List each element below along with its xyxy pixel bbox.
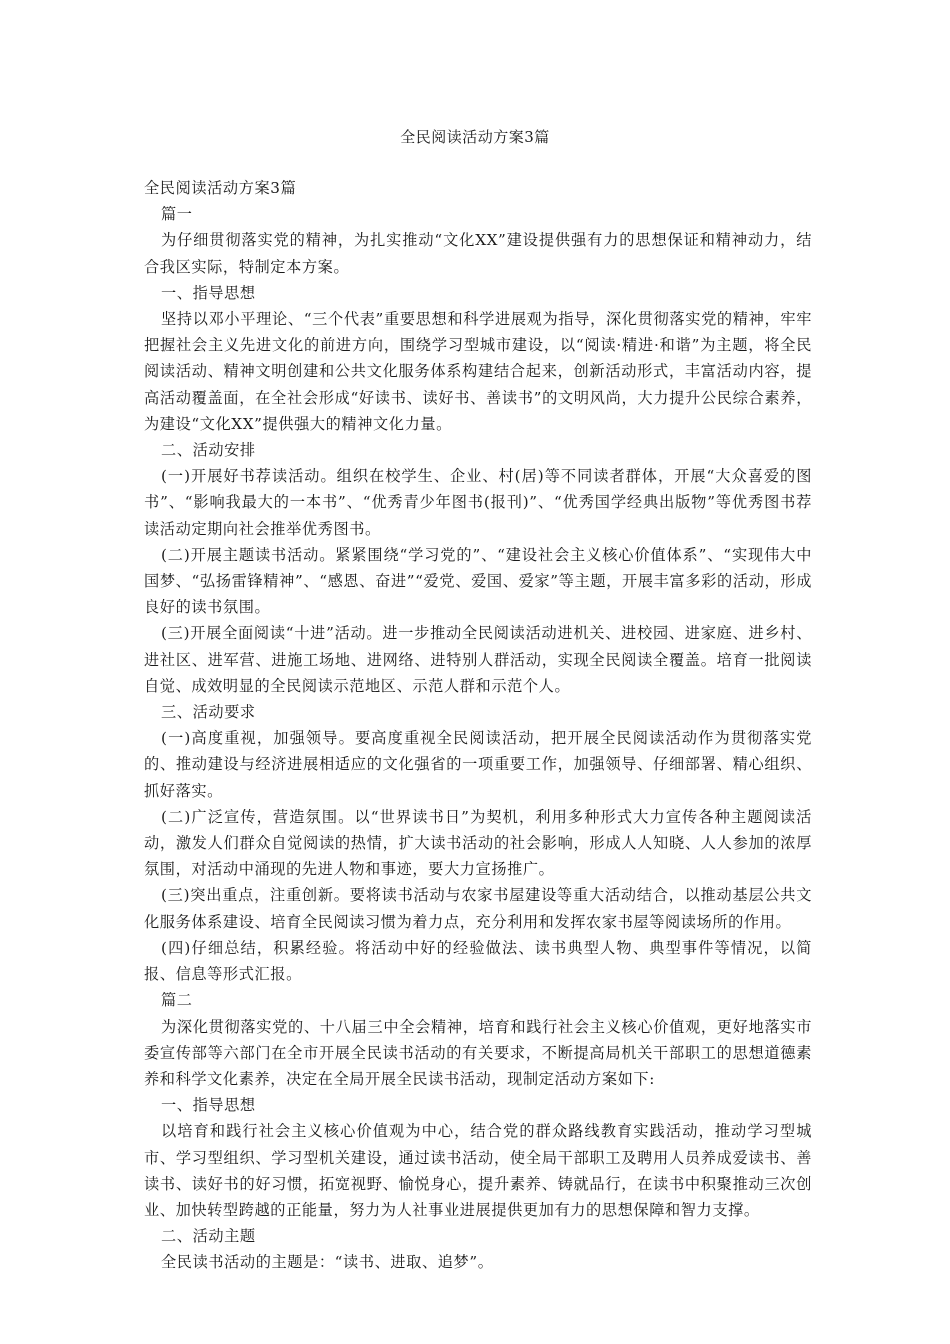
section-heading: 一、指导思想 [161,283,256,302]
section-heading-part-2: 篇二 [161,991,193,1010]
paragraph: (二)开展主题读书活动。紧紧围绕“学习党的”、“建设社会主义核心价值体系”、“实现伟大中国梦、“弘扬雷锋精神”、“感恩、奋进”“爱党、爱国、爱家”等主题，开展丰富多彩的活动，形成良好的读书氛围。 [144,545,812,617]
paragraph: (二)广泛宣传，营造氛围。以“世界读书日”为契机，利用多种形式大力宣传各种主题阅读活动，激发人们群众自觉阅读的热情，扩大读书活动的社会影响，形成人人知晓、人人参加的浓厚氛围，对活动中涌现的先进人物和事迹，要大力宣扬推广。 [144,807,812,879]
paragraph: 全民读书活动的主题是：“读书、进取、追梦”。 [161,1253,494,1272]
paragraph: 坚持以邓小平理论、“三个代表”重要思想和科学进展观为指导，深化贯彻落实党的精神，牢牢把握社会主义先进文化的前进方向，围绕学习型城市建设，以“阅读·精进·和谐”为主题，将全民阅读活动、精神文明创建和公共文化服务体系构建结合起来，创新活动形式，丰富活动内容，提高活动覆盖面，在全社会形成“好读书、读好书、善读书”的文明风尚，大力提升公民综合素养，为建设“文化XX”提供强大的精神文化力量。 [144,310,812,433]
paragraph: (四)仔细总结，积累经验。将活动中好的经验做法、读书典型人物、典型事件等情况，以简报、信息等形式汇报。 [144,938,812,984]
paragraph: (三)开展全面阅读“十进”活动。进一步推动全民阅读活动进机关、进校园、进家庭、进乡村、进社区、进军营、进施工场地、进网络、进特别人群活动，实现全民阅读全覆盖。培育一批阅读自觉、成效明显的全民阅读示范地区、示范人群和示范个人。 [144,624,812,695]
paragraph: (一)开展好书荐读活动。组织在校学生、企业、村(居)等不同读者群体，开展“大众喜爱的图书”、“影响我最大的一本书”、“优秀青少年图书(报刊)”、“优秀国学经典出版物”等优秀图书荐读活动定期向社会推举优秀图书。 [144,467,812,538]
paragraph: 为仔细贯彻落实党的精神，为扎实推动“文化XX”建设提供强有力的思想保证和精神动力，结合我区实际，特制定本方案。 [144,231,812,276]
paragraph: (一)高度重视，加强领导。要高度重视全民阅读活动，把开展全民阅读活动作为贯彻落实党的、推动建设与经济进展相适应的文化强省的一项重要工作，加强领导、仔细部署、精心组织、抓好落实。 [144,729,812,800]
paragraph: 为深化贯彻落实党的、十八届三中全会精神，培育和践行社会主义核心价值观，更好地落实市委宣传部等六部门在全市开展全民读书活动的有关要求，不断提高局机关干部职工的思想道德素养和科学文化素养，决定在全局开展全民读书活动，现制定活动方案如下: [144,1017,812,1088]
document-title: 全民阅读活动方案3篇 [400,128,550,146]
section-heading: 二、活动安排 [161,441,256,460]
paragraph: 全民阅读活动方案3篇 [144,179,297,197]
document-body [144,175,812,1276]
paragraph: 以培育和践行社会主义核心价值观为中心，结合党的群众路线教育实践活动，推动学习型城市、学习型组织、学习型机关建设，通过读书活动，使全局干部职工及聘用人员养成爱读书、善读书、读好书的好习惯，拓宽视野、愉悦身心，提升素养、铸就品行，在读书中积聚推动三次创业、加快转型跨越的正能量，努力为人社事业进展提供更加有力的思想保障和智力支撑。 [144,1122,812,1219]
paragraph: (三)突出重点，注重创新。要将读书活动与农家书屋建设等重大活动结合，以推动基层公共文化服务体系建设、培育全民阅读习惯为着力点，充分利用和发挥农家书屋等阅读场所的作用。 [144,886,812,931]
section-heading: 三、活动要求 [161,703,256,722]
section-heading-part-1: 篇一 [161,205,193,224]
section-heading: 一、指导思想 [161,1096,256,1115]
section-heading: 二、活动主题 [161,1227,256,1246]
